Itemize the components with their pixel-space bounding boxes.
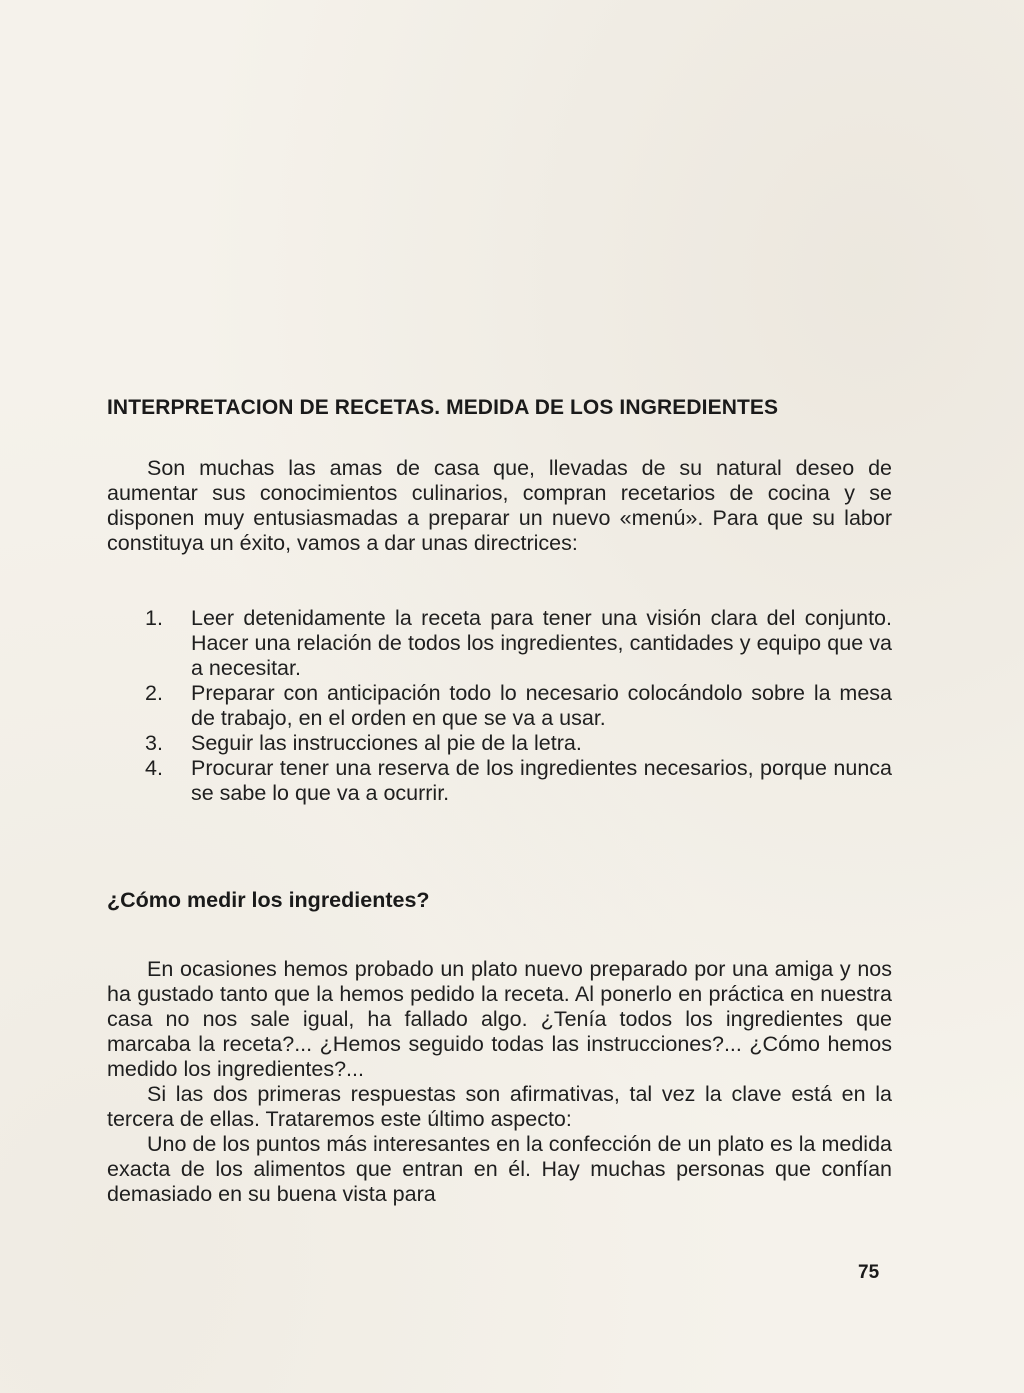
body-block: [107, 957, 892, 1207]
list-item: [107, 756, 892, 806]
list-item: [107, 606, 892, 681]
section-heading: INTERPRETACION DE RECETAS. MEDIDA DE LOS INGREDIENTES: [107, 396, 779, 419]
list-item-text: Seguir las instrucciones al pie de la letra.: [191, 731, 582, 755]
list-item-number: 3.: [145, 731, 163, 755]
list-item-number: 4.: [145, 756, 163, 780]
list-item: [107, 681, 892, 731]
list-item-number: 2.: [145, 681, 163, 705]
list-item: [107, 731, 892, 756]
list-item-text: Procurar tener una reserva de los ingredientes necesarios, porque nunca se sabe lo que va a ocurrir.: [191, 756, 892, 805]
intro-block: [107, 456, 892, 556]
intro-paragraph: Son muchas las amas de casa que, llevadas de su natural deseo de aumentar sus conocimientos culinarios, compran recetarios de cocina y se disponen muy entusiasmadas a preparar un nuevo «menú». Para que su labor constituya un éxito, vamos a dar unas directrices:: [107, 456, 892, 555]
body-paragraph: Si las dos primeras respuestas son afirmativas, tal vez la clave está en la tercera de ellas. Trataremos este último aspecto:: [107, 1082, 892, 1131]
page-number: 75: [858, 1262, 880, 1283]
list-item-number: 1.: [145, 606, 163, 630]
list-item-text: Leer detenidamente la receta para tener una visión clara del conjunto. Hacer una relación de todos los ingredientes, cantidades y equipo que va a necesitar.: [191, 606, 892, 680]
body-paragraph: Uno de los puntos más interesantes en la confección de un plato es la medida exacta de los alimentos que entran en él. Hay muchas personas que confían demasiado en su buena vista para: [107, 1132, 892, 1206]
body-paragraph: En ocasiones hemos probado un plato nuevo preparado por una amiga y nos ha gustado tanto que la hemos pedido la receta. Al ponerlo en práctica en nuestra casa no nos sale igual, ha fallado algo. ¿Tenía todos los ingredientes que marcaba la receta?... ¿Hemos seguido todas las instrucciones?... ¿Cómo hemos medido los ingredientes?...: [107, 957, 892, 1081]
subsection-heading: ¿Cómo medir los ingredientes?: [107, 888, 430, 912]
directives-list: [107, 606, 892, 806]
list-item-text: Preparar con anticipación todo lo necesario colocándolo sobre la mesa de trabajo, en el orden en que se va a usar.: [191, 681, 892, 730]
